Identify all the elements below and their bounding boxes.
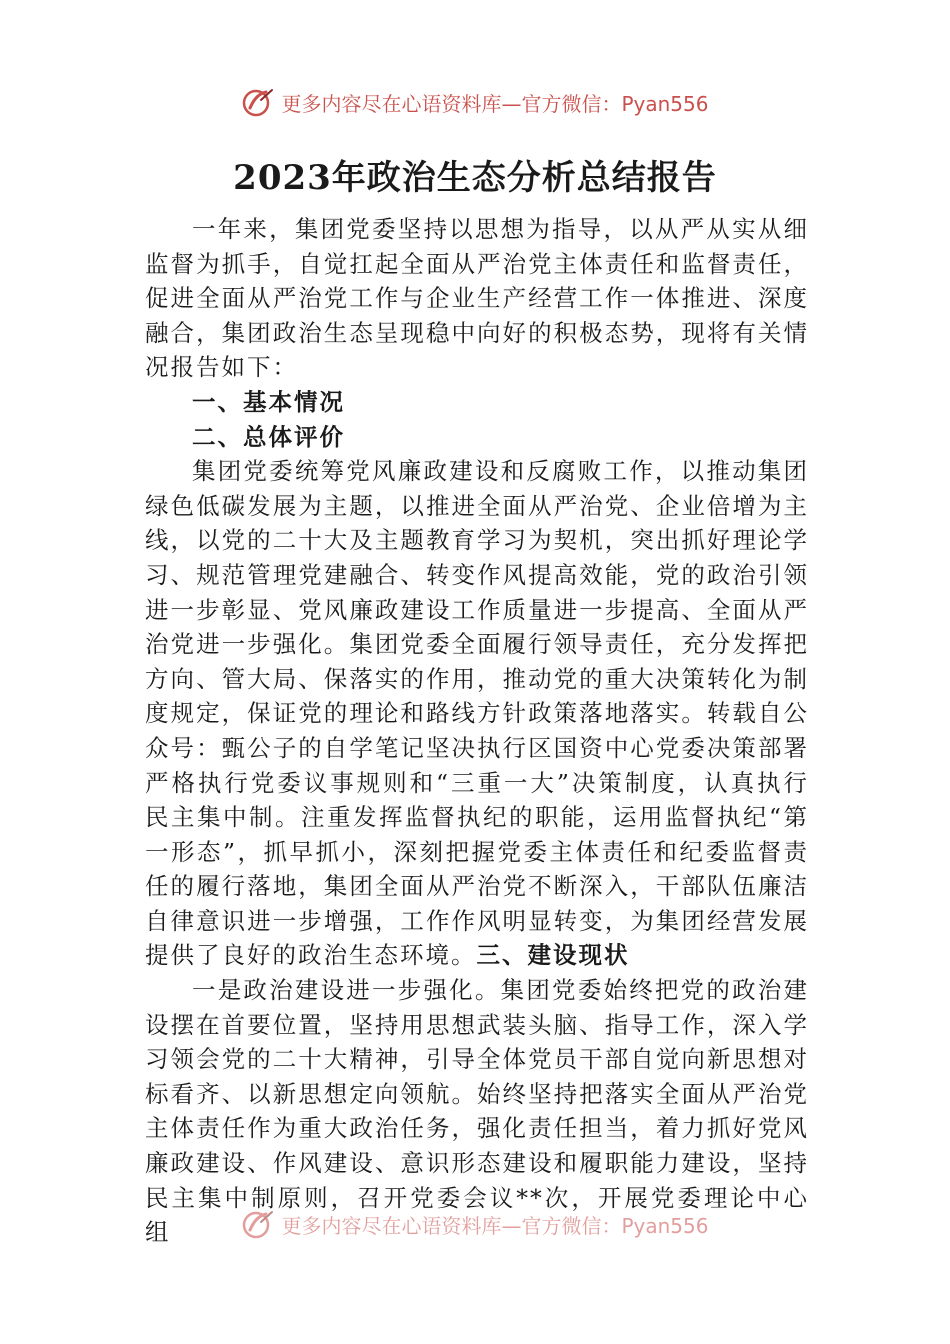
section-heading-status: 三、建设现状 <box>476 941 630 970</box>
evaluation-paragraph <box>145 454 809 973</box>
watermark-footer <box>0 1206 950 1242</box>
watermark-logo-icon <box>241 1208 275 1240</box>
watermark-text: 更多内容尽在心语资料库—官方微信：Pyan556 <box>281 1213 709 1238</box>
watermark-logo-icon <box>241 86 275 118</box>
intro-paragraph: 一年来，集团党委坚持以思想为指导，以从严从实从细监督为抓手，自觉扛起全面从严治党主体责任和监督责任，促进全面从严治党工作与企业生产经营工作一体推进、深度融合，集团政治生态呈现稳中向好的积极态势，现将有关情况报告如下： <box>145 215 809 382</box>
status-paragraph: 一是政治建设进一步强化。集团党委始终把党的政治建设摆在首要位置，坚持用思想武装头脑、指导工作，深入学习领会党的二十大精神，引导全体党员干部自觉向新思想对标看齐、以新思想定向领航。始终坚持把落实全面从严治党主体责任作为重大政治任务，强化责任担当，着力抓好党风廉政建设、作风建设、意识形态建设和履职能力建设，坚持民主集中制原则，召开党委会议**次，开展党委理论中心组 <box>145 976 809 1247</box>
watermark-header <box>0 84 950 120</box>
section-heading-evaluation: 二、总体评价 <box>192 422 345 451</box>
evaluation-text: 集团党委统筹党风廉政建设和反腐败工作，以推动集团绿色低碳发展为主题，以推进全面从严治党、企业倍增为主线，以党的二十大及主题教育学习为契机，突出抓好理论学习、规范管理党建融合、转变作风提高效能，党的政治引领进一步彰显、党风廉政建设工作质量进一步提高、全面从严治党进一步强化。集团党委全面履行领导责任，充分发挥把方向、管大局、保落实的作用，推动党的重大决策转化为制度规定，保证党的理论和路线方针政策落地落实。转载自公众号：甄公子的自学笔记坚决执行区国资中心党委决策部署严格执行党委议事规则和“三重一大”决策制度，认真执行民主集中制。注重发挥监督执纪的职能，运用监督执纪“第一形态”，抓早抓小，深刻把握党委主体责任和纪委监督责任的履行落地，集团全面从严治党不断深入，干部队伍廉洁自律意识进一步增强，工作作风明显转变，为集团经营发展提供了良好的政治生态环境。 <box>145 457 809 970</box>
document-title: 2023年政治生态分析总结报告 <box>233 158 717 198</box>
section-heading-basic: 一、基本情况 <box>192 387 345 416</box>
watermark-text: 更多内容尽在心语资料库—官方微信：Pyan556 <box>281 91 709 116</box>
